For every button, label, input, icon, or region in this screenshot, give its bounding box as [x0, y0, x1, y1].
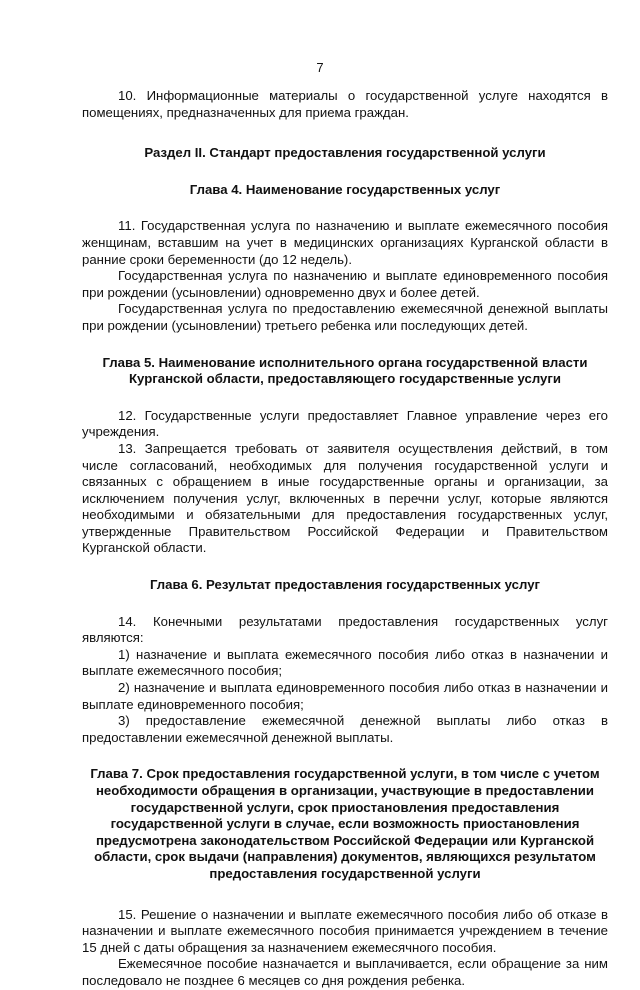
section-heading-2: Раздел II. Стандарт предоставления государственной услуги: [144, 145, 546, 161]
paragraph-11: 11. Государственная услуга по назначению и выплате ежемесячного пособия женщинам, вставшим на учет в медицинских организациях Курганской области в ранние сроки беременности (до 12 недель).: [82, 218, 608, 267]
paragraph-12: 12. Государственные услуги предоставляет Главное управление через его учреждения.: [82, 407, 608, 440]
paragraph-14-item-3: 3) предоставление ежемесячной денежной выплаты либо отказ в предоставлении ежемесячной денежной выплаты.: [82, 713, 608, 745]
chapter-heading-5: Глава 5. Наименование исполнительного органа государственной власти Курганской области, предоставляющего государственные услуги: [102, 354, 588, 387]
paragraph-11-b: Государственная услуга по назначению и выплате единовременного пособия при рождении (усыновлении) одновременно двух и более детей.: [82, 268, 608, 300]
paragraph-10: 10. Информационные материалы о государственной услуге находятся в помещениях, предназначенных для приема граждан.: [82, 88, 608, 120]
paragraph-15-b: Ежемесячное пособие назначается и выплачивается, если обращение за ним последовало не позднее 6 месяцев со дня рождения ребенка.: [82, 956, 608, 988]
document-body: [82, 88, 608, 990]
paragraph-14-item-2: 2) назначение и выплата единовременного пособия либо отказ в назначении и выплате единовременного пособия;: [82, 680, 608, 712]
paragraph-13: 13. Запрещается требовать от заявителя осуществления действий, в том числе согласований, необходимых для получения государственной услуги и связанных с обращением в иные государственные органы и организации, за исключением получения услуг, включенных в перечни услуг, которые являются необходимыми и обязательными для предоставления государственных услуг, утвержденные Правительством Российской Федерации и Правительством Курганской области.: [82, 440, 608, 556]
chapter-heading-6: Глава 6. Результат предоставления государственных услуг: [149, 577, 541, 593]
paragraph-14-item-1: 1) назначение и выплата ежемесячного пособия либо отказ в назначении и выплате ежемесячного пособия;: [82, 646, 608, 679]
page-number: 7: [316, 60, 324, 75]
chapter-heading-4: Глава 4. Наименование государственных услуг: [189, 181, 501, 197]
chapter-heading-7: Глава 7. Срок предоставления государственной услуги, в том числе с учетом необходимости обращения в организации, участвующие в предоставлении государственной услуги, срок приостановления предоставления государственной услуги в случае, если возможность приостановления предусмотрена законодательством Российской Федерации или Курганской области, срок выдачи (направления) документов, являющихся результатом предоставления государственной услуги: [90, 766, 600, 881]
paragraph-14: 14. Конечными результатами предоставления государственных услуг являются:: [82, 613, 608, 646]
paragraph-11-c: Государственная услуга по предоставлению ежемесячной денежной выплаты при рождении (усыновлении) третьего ребенка или последующих детей.: [82, 301, 608, 333]
paragraph-15: 15. Решение о назначении и выплате ежемесячного пособия либо об отказе в назначении и выплате ежемесячного пособия принимается учреждением в течение 15 дней с даты обращения за назначением ежемесячного пособия.: [82, 906, 608, 955]
